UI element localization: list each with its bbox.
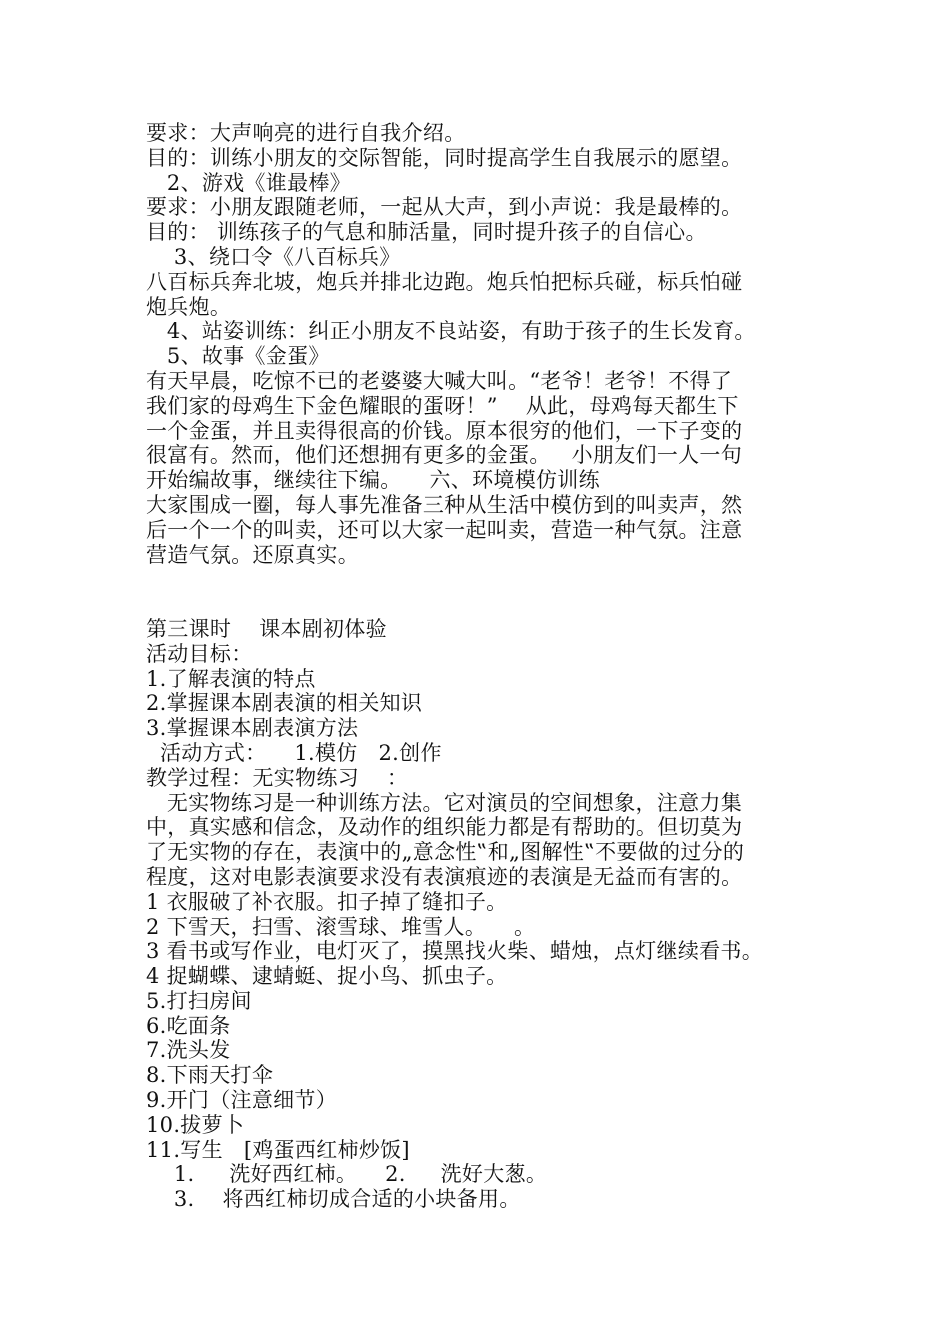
list-item: 3 看书或写作业，电灯灭了，摸黑找火柴、蜡烛，点灯继续看书。 [146,939,764,964]
text-line: 无实物练习是一种训练方法。它对演员的空间想象，注意力集 [146,790,743,815]
text-line: 炮兵炮。 [146,294,232,319]
text-line: 很富有。然而，他们还想拥有更多的金蛋。 小朋友们一人一句 [146,443,743,468]
text-line: 大家围成一圈，每人事先准备三种从生活中模仿到的叫卖声，然 [146,492,743,517]
sub-list-item: 1. 洗好西红柿。 2. 洗好大葱。 [146,1162,548,1187]
section-warmup [146,121,836,567]
text-line: 要求：大声响亮的进行自我介绍。 [146,121,466,145]
text-line: 活动目标： [146,641,253,666]
item-heading: 5、故事《金蛋》 [146,344,330,369]
text-line: 八百标兵奔北坡，炮兵并排北边跑。炮兵怕把标兵碰，标兵怕碰 [146,269,743,294]
text-line: 开始编故事，继续往下编。 六、环境模仿训练 [146,468,600,493]
text-line: 要求：小朋友跟随老师，一起从大声，到小声说：我是最棒的。 [146,195,743,220]
text-line: 后一个一个的叫卖，还可以大家一起叫卖，营造一种气氛。注意 [146,517,743,542]
list-item: 9.开门（注意细节） [146,1088,338,1113]
blank-gap [146,567,836,617]
list-item: 4 捉蝴蝶、逮蜻蜓、捉小鸟、抓虫子。 [146,964,508,989]
list-item: 10.拔萝卜 [146,1112,245,1137]
text-line: 了无实物的存在，表演中的„意念性‟和„图解性‟不要做的过分的 [146,840,745,865]
text-line: 目的：训练小朋友的交际智能，同时提高学生自我展示的愿望。 [146,145,743,170]
text-line: 程度，这对电影表演要求没有表演痕迹的表演是无益而有害的。 [146,864,743,889]
list-item: 1.了解表演的特点 [146,666,316,691]
list-item: 8.下雨天打伞 [146,1063,274,1088]
list-item: 7.洗头发 [146,1038,231,1063]
item-heading: 2、游戏《谁最棒》 [146,170,351,195]
text-line: 中，真实感和信念，及动作的组织能力都是有帮助的。但切莫为 [146,815,743,840]
text-line: 营造气氛。还原真实。 [146,542,359,567]
text-line: 活动方式： 1.模仿 2.创作 [146,740,442,765]
list-item: 6.吃面条 [146,1013,231,1038]
list-item: 11.写生 [鸡蛋西红柿炒饭] [146,1137,410,1162]
list-item: 2 下雪天，扫雪、滚雪球、堆雪人。 。 [146,914,536,939]
text-line: 教学过程：无实物练习 ： [146,765,409,790]
list-item: 3.掌握课本剧表演方法 [146,716,359,741]
item-heading: 4、站姿训练：纠正小朋友不良站姿，有助于孩子的生长发育。 [146,319,756,344]
section-lesson-three [146,617,836,1212]
lesson-title: 第三课时 课本剧初体验 [146,616,387,641]
text-line: 一个金蛋，并且卖得很高的价钱。原本很穷的他们，一下子变的 [146,418,743,443]
list-item: 2.掌握课本剧表演的相关知识 [146,691,423,716]
list-item: 1 衣服破了补衣服。扣子掉了缝扣子。 [146,889,508,914]
text-line: 目的： 训练孩子的气息和肺活量，同时提升孩子的自信心。 [146,220,707,245]
text-line: 我们家的母鸡生下金色耀眼的蛋呀！” 从此，母鸡每天都生下 [146,393,739,418]
document-page [146,121,836,1212]
text-line: 有天早晨，吃惊不已的老婆婆大喊大叫。“老爷！老爷！不得了 [146,368,733,393]
sub-list-item: 3. 将西红柿切成合适的小块备用。 [146,1187,521,1212]
item-heading: 3、绕口令《八百标兵》 [146,244,401,269]
list-item: 5.打扫房间 [146,988,252,1013]
